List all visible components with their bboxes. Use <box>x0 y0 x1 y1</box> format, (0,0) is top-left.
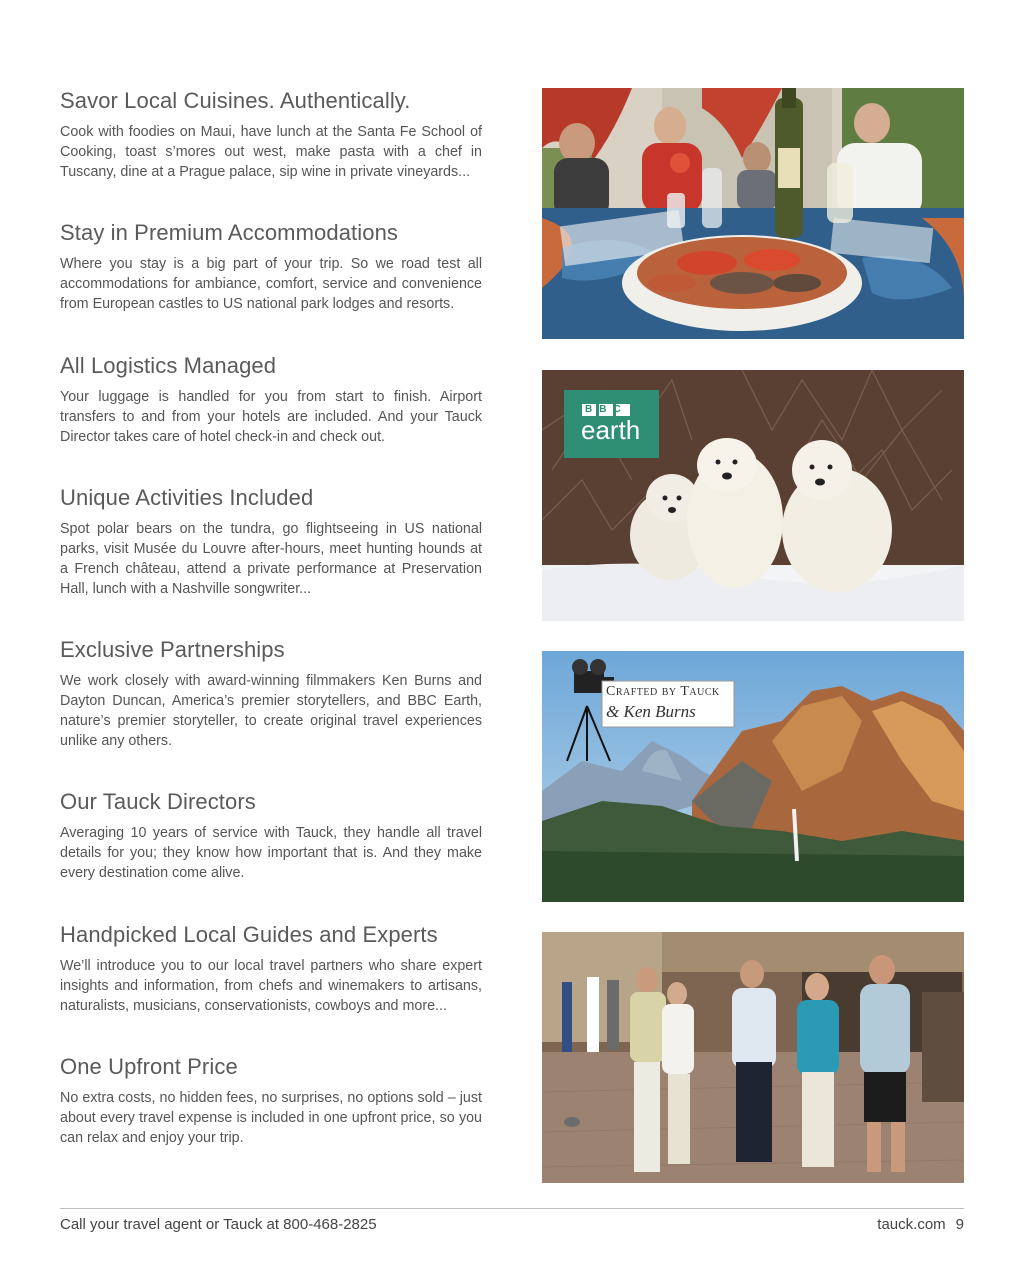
crafted-by-tauck-logo <box>602 681 734 727</box>
bbc-logo-line1: BBC <box>585 404 628 415</box>
section-directors <box>60 789 482 883</box>
section-cuisines <box>60 88 482 182</box>
section-body: Averaging 10 years of service with Tauck, they handle all travel details for you; they know how important that is. And they make every destination come alive. <box>60 825 482 881</box>
crafted-logo-name: Ken Burns <box>623 702 696 721</box>
section-partnerships <box>60 637 482 751</box>
section-body: We work closely with award-winning filmmakers Ken Burns and Dayton Duncan, America’s premier storytellers, and BBC Earth, nature’s premier storyteller, to create original travel experiences unlike any others. <box>60 673 482 749</box>
crafted-logo-line1: Crafted by Tauck <box>606 684 720 699</box>
crafted-logo-line2 <box>606 702 696 722</box>
section-body: No extra costs, no hidden fees, no surprises, no options sold – just about every travel expense is included in one upfront price, so you can relax and enjoy your trip. <box>60 1090 482 1146</box>
section-logistics <box>60 353 482 447</box>
section-body: Cook with foodies on Maui, have lunch at the Santa Fe School of Cooking, toast s’mores out west, make pasta with a chef in Tuscany, dine at a Prague palace, sip wine in private vineyards... <box>60 124 482 180</box>
photo-polar-bears <box>542 370 964 621</box>
section-title: One Upfront Price <box>60 1054 238 1079</box>
bbc-logo-line2: earth <box>581 415 641 445</box>
crafted-logo-amp: & <box>606 702 620 721</box>
section-title: Our Tauck Directors <box>60 789 256 814</box>
section-activities <box>60 485 482 599</box>
section-title: Exclusive Partnerships <box>60 637 285 662</box>
page-number: 9 <box>955 1216 964 1233</box>
section-body: We’ll introduce you to our local travel partners who share expert insights and information, from chefs and winemakers to artisans, naturalists, musicians, conservationists, cowboys and more... <box>60 958 482 1014</box>
footer-divider <box>60 1208 964 1209</box>
photo-piazza-group <box>542 932 964 1183</box>
section-accommodations <box>60 220 482 314</box>
section-title: Stay in Premium Accommodations <box>60 220 399 245</box>
section-title: Savor Local Cuisines. Authentically. <box>60 88 411 113</box>
section-body: Spot polar bears on the tundra, go flightseeing in US national parks, visit Musée du Louvre after-hours, meet hunting hounds at a French château, attend a private performance at Preservation Hall, lunch with a Nashville songwriter... <box>60 521 482 597</box>
bbc-logo-text <box>564 390 659 458</box>
footer-contact: Call your travel agent or Tauck at 800-468-2825 <box>60 1216 377 1233</box>
footer-right <box>877 1216 964 1233</box>
section-title: All Logistics Managed <box>60 353 277 378</box>
footer-site-link[interactable]: tauck.com <box>877 1216 946 1233</box>
section-title: Unique Activities Included <box>60 485 314 510</box>
photo-dining <box>542 88 964 339</box>
photo-yosemite <box>542 651 964 902</box>
section-price <box>60 1054 482 1148</box>
section-guides <box>60 922 482 1016</box>
section-title: Handpicked Local Guides and Experts <box>60 922 438 947</box>
section-body: Your luggage is handled for you from start to finish. Airport transfers to and from your hotels are included. And your Tauck Director takes care of hotel check-in and check out. <box>60 389 482 445</box>
section-body: Where you stay is a big part of your trip. So we road test all accommodations for ambiance, comfort, service and convenience from European castles to US national park lodges and resorts. <box>60 256 482 312</box>
